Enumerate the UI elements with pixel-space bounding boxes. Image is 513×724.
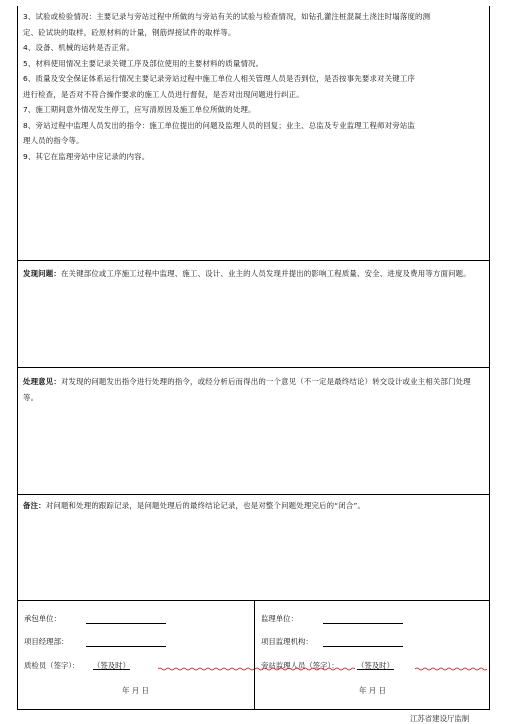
issues-section — [18, 261, 489, 368]
staff-value[interactable]: （签及时） — [357, 661, 394, 670]
supervision-unit-field[interactable] — [323, 623, 403, 624]
project-manager-label: 项目经理部： — [24, 637, 69, 646]
issues-text: 在关键部位或工序施工过程中监理、施工、设计、业主的人员发现并提出的影响工程质量、安全、进度及费用等方面问题。 — [60, 269, 471, 278]
staff-label: 旁站监理人员（签字）： — [261, 661, 339, 670]
handling-label: 处理意见： — [23, 377, 61, 386]
inspector-value[interactable]: （签及时） — [93, 661, 130, 670]
contractor-field[interactable] — [86, 623, 166, 624]
supervision-org-label: 项目监理机构： — [261, 637, 313, 646]
spellcheck-underline — [415, 667, 489, 671]
spellcheck-underline — [255, 667, 357, 671]
handling-paragraph — [18, 374, 489, 405]
supervision-org-field[interactable] — [323, 646, 403, 647]
inspector-label: 质检员（签字）： — [24, 661, 80, 670]
footer-issuer: 江苏省建设厅监制 — [410, 714, 470, 723]
record-items-section — [18, 6, 489, 261]
item-3-line-2: 定、砼试块的取样，砼原材料的计量，钢筋焊接试件的取样等。 — [23, 27, 236, 37]
item-4: 4、设备、机械的运转是否正常。 — [23, 43, 135, 52]
item-8-line-2: 理人员的指令等。 — [23, 136, 84, 145]
remarks-section — [18, 495, 489, 601]
item-6-line-2: 进行检查，是否对不符合操作要求的施工人员进行督促，是否对出现问题进行纠正。 — [23, 89, 304, 99]
item-7: 7、施工期间意外情况发生停工，应写清原因及施工单位所做的处理。 — [23, 105, 256, 114]
item-6-line-1: 6、质量及安全保证体系运行情况主要记录旁站过程中施工单位人相关管理人员是否到位，是否按事先要求对关键工序 — [23, 74, 416, 83]
supervision-unit-label: 监理单位： — [261, 614, 298, 623]
item-9: 9、其它在监理旁站中应记录的内容。 — [23, 151, 150, 161]
remarks-text: 对问题和处理的跟踪记录，是问题处理后的最终结论记录，也是对整个问题处理完后的“闭合”。 — [45, 501, 366, 510]
handling-text: 对发现的问题发出指令进行处理的指令，或经分析后而得出的一个意见（不一定是最终结论）转交设计或业主相关部门处理等。 — [23, 377, 471, 402]
issues-paragraph — [18, 266, 489, 282]
spellcheck-underline — [158, 667, 254, 671]
item-3-line-1: 3、试验或检验情况：主要记录与旁站过程中所做的与旁站有关的试验与检查情况，如钻孔灌注桩混凝土浇注时塌落度的测 — [23, 12, 431, 21]
contractor-date: 年 月 日 — [122, 686, 149, 695]
supervision-signature-block — [255, 601, 489, 710]
remarks-label: 备注： — [23, 501, 46, 510]
contractor-label: 承包单位： — [24, 614, 61, 623]
handling-section — [18, 368, 489, 495]
remarks-paragraph — [18, 498, 489, 514]
issues-label: 发现问题： — [23, 269, 61, 278]
supervision-date: 年 月 日 — [359, 686, 386, 695]
item-8-line-1: 8、旁站过程中监理人员发出的指令：施工单位提出的问题及监理人员的回复；业主、总监及专业监理工程师对旁站监 — [23, 120, 416, 130]
inspection-record-form — [17, 6, 490, 710]
item-5: 5、材料使用情况主要记录关键工序及部位使用的主要材料的质量情况。 — [23, 58, 264, 68]
project-manager-field[interactable] — [86, 646, 166, 647]
contractor-signature-block — [18, 601, 255, 710]
